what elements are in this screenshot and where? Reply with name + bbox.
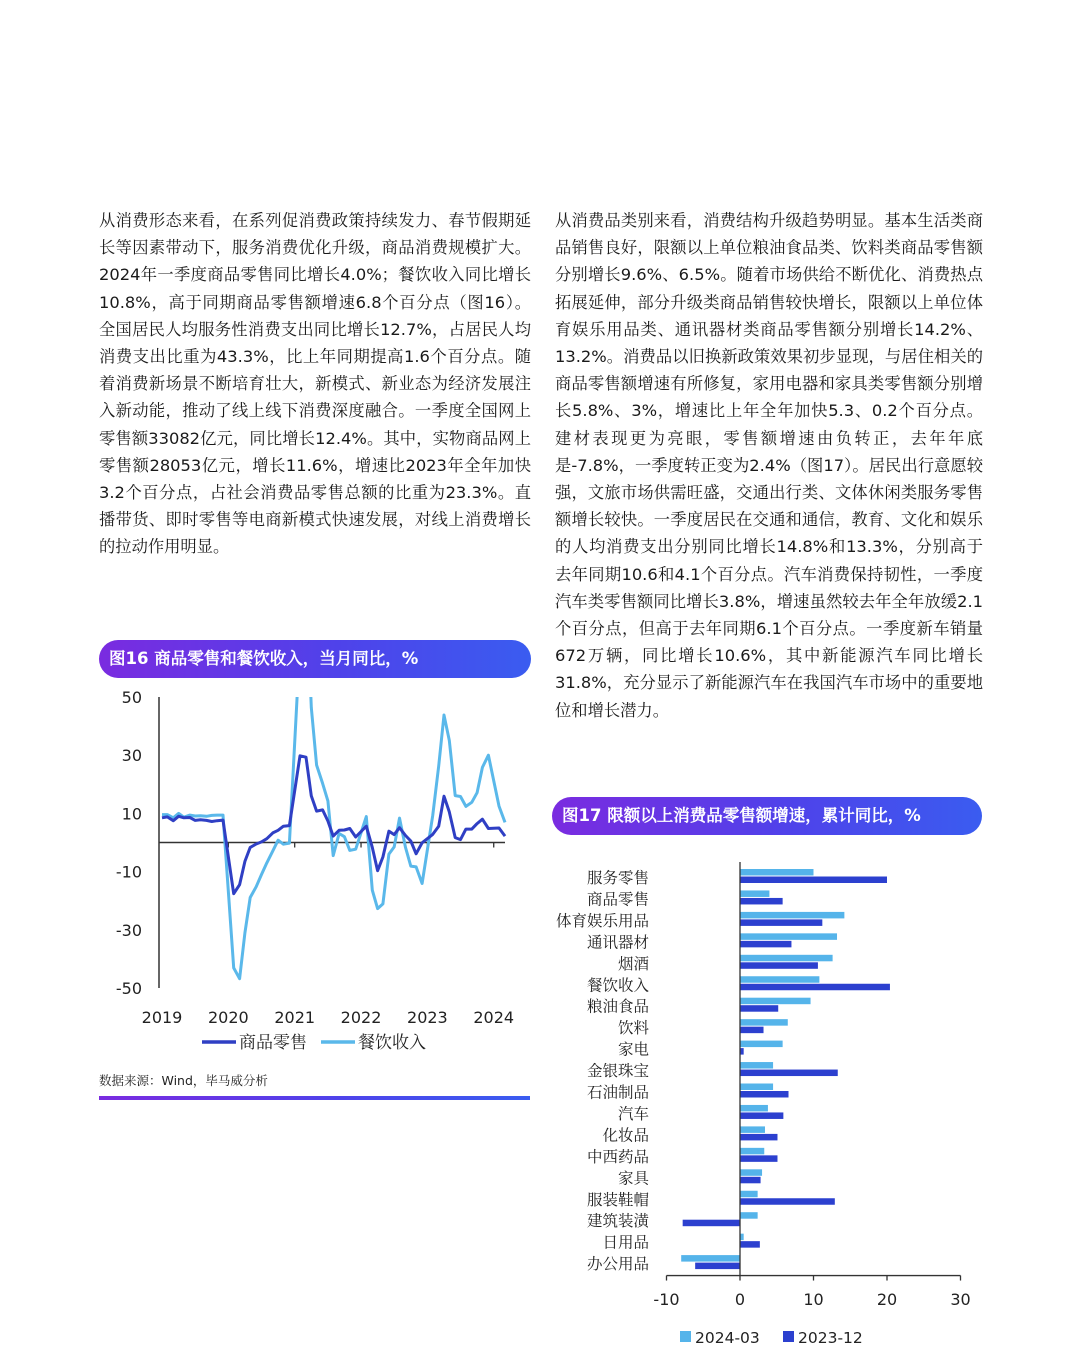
fig16-y-tick-label: 10 [121,804,142,824]
fig17-legend-swatch [680,1331,691,1342]
fig16-x-tick-label: 2021 [274,1008,316,1027]
fig17-bar [740,1027,764,1034]
fig17-category-label: 商品零售 [586,890,649,909]
fig17-bar [740,941,791,948]
fig16-y-tick-label: -30 [115,920,142,940]
fig17-bar [740,898,783,905]
fig16-x-tick-label: 2020 [207,1008,249,1027]
fig17-legend-swatch [783,1331,794,1342]
fig16-x-tick-label: 2019 [141,1008,183,1027]
fig17-bar [683,1220,740,1227]
fig17-category-label: 建筑装潢 [586,1212,649,1231]
fig16-x-tick-label: 2024 [473,1008,515,1027]
fig17-bar [740,955,833,962]
fig16-legend-label: 餐饮收入 [358,1033,426,1053]
fig17-bar [740,984,890,991]
fig16-y-tick-label: -10 [115,862,142,882]
fig17-bar [740,877,887,884]
fig17-category-label: 化妆品 [602,1126,649,1145]
fig17-bar [681,1255,740,1262]
fig17-bar [740,962,818,969]
fig17-category-label: 体育娱乐用品 [555,911,649,930]
fig17-bar [740,1169,762,1176]
fig17-category-label: 办公用品 [586,1255,649,1274]
fig17-category-label: 家具 [617,1169,649,1188]
fig17-bar [740,1241,760,1248]
fig17-bar [695,1263,740,1270]
fig17-bar [740,869,814,876]
fig17-x-tick-label: 0 [734,1290,746,1309]
fig17-bar [740,1041,783,1048]
fig17-bar [740,912,844,919]
fig16-legend-label: 商品零售 [239,1033,307,1053]
fig17-category-label: 粮油食品 [586,997,649,1016]
fig16-x-tick-label: 2023 [407,1008,448,1027]
fig17-bar [740,1091,789,1098]
fig17-bar [740,998,811,1005]
fig17-bar [740,1084,773,1091]
fig17-category-label: 石油制品 [586,1083,649,1102]
fig17-category-label: 金银珠宝 [586,1062,649,1081]
fig17-bar [740,1070,838,1077]
paragraph-left: 从消费形态来看，在系列促消费政策持续发力、春节假期延长等因素带动下，服务消费优化升级，商品消费规模扩大。2024年一季度商品零售同比增长4.0%；餐饮收入同比增长10.8%，高于同期商品零售额增速6.8个百分点（图16）。全国居民人均服务性消费支出同比增长12.7%，占居民人均消费支出比重为43.3%，比上年同期提高1.6个百分点。随着消费新场景不断培育壮大，新模式、新业态为经济发展注入新动能，推动了线上线下消费深度融合。一季度全国网上零售额33082亿元，同比增长12.4%。其中，实物商品网上零售额28053亿元，增长11.6%，增速比2023年全年加快3.2个百分点，占社会消费品零售总额的比重为23.3%。直播带货、即时零售等电商新模式快速发展，对线上消费增长的拉动作用明显。 [99,211,531,557]
fig17-bar [740,1177,761,1184]
fig17-bar [740,1019,788,1026]
fig17-bar [740,1005,778,1012]
fig17-bar [740,1105,768,1112]
fig17-category-label: 家电 [617,1040,649,1059]
fig17-bar [740,919,822,926]
fig17-x-tick-label: 30 [950,1290,971,1309]
fig16-y-tick-label: 30 [121,746,142,766]
fig16-x-tick-label: 2022 [340,1008,382,1027]
fig16-source: 数据来源：Wind，毕马威分析 [99,1073,268,1088]
fig17-bar [740,1134,777,1141]
fig17-bar [740,1212,758,1219]
fig17-x-tick-label: 10 [803,1290,824,1309]
fig17-bar [740,933,837,940]
fig16-title: 图16 商品零售和餐饮收入，当月同比，% [99,640,531,678]
fig16-y-tick-label: 50 [121,688,142,707]
fig17-bar [740,1062,773,1069]
fig17-legend-label: 2023-12 [798,1329,863,1347]
fig17-category-label: 服装鞋帽 [586,1190,649,1209]
fig17-bar [740,1155,777,1162]
fig16-bottom-rule [99,1096,530,1100]
fig17-category-label: 中西药品 [586,1147,649,1166]
fig17-bar [740,1198,835,1205]
fig17-bar [740,1126,765,1133]
fig17-x-tick-label: 20 [876,1290,898,1309]
fig17-bar [740,1148,764,1155]
fig17-category-label: 餐饮收入 [586,976,649,995]
fig17-bar [740,890,769,897]
fig17-category-label: 通讯器材 [586,933,649,952]
fig17-legend-label: 2024-03 [695,1329,760,1347]
paragraph-right: 从消费品类别来看，消费结构升级趋势明显。基本生活类商品销售良好，限额以上单位粮油食品类、饮料类商品零售额分别增长9.6%、6.5%。随着市场供给不断优化、消费热点拓展延伸，部分升级类商品销售较快增长，限额以上单位体育娱乐用品类、通讯器材类商品零售额分别增长14.2%、13.2%。消费品以旧换新政策效果初步显现，与居住相关的商品零售额增速有所修复，家用电器和家具类零售额分别增长5.8%、3%，增速比上年全年加快5.3、0.2个百分点。建材表现更为亮眼，零售额增速由负转正，去年年底是-7.8%，一季度转正变为2.4%（图17）。居民出行意愿较强，文旅市场供需旺盛，交通出行类、文体休闲类服务零售额增长较快。一季度居民在交通和通信，教育、文化和娱乐的人均消费支出分别同比增长14.8%和13.3%，分别高于去年同期10.6和4.1个百分点。汽车消费保持韧性，一季度汽车类零售额同比增长3.8%，增速虽然较去年全年放缓2.1个百分点，但高于去年同期6.1个百分点。一季度新车销量672万辆，同比增长10.6%，其中新能源汽车同比增长31.8%，充分显示了新能源汽车在我国汽车市场中的重要地位和增长潜力。 [555,211,983,720]
fig17-category-label: 服务零售 [586,869,649,887]
fig17-bar [740,1191,758,1198]
fig17-category-label: 汽车 [617,1104,649,1123]
fig17-category-label: 日用品 [602,1233,649,1252]
fig16-y-tick-label: -50 [115,979,142,998]
fig17-title: 图17 限额以上消费品零售额增速，累计同比，% [552,797,982,835]
fig17-x-tick-label: -10 [653,1290,680,1309]
fig17-bar [740,976,819,983]
fig17-category-label: 烟酒 [617,954,649,973]
fig17-bar [740,1112,783,1119]
fig17-category-label: 饮料 [617,1019,649,1038]
